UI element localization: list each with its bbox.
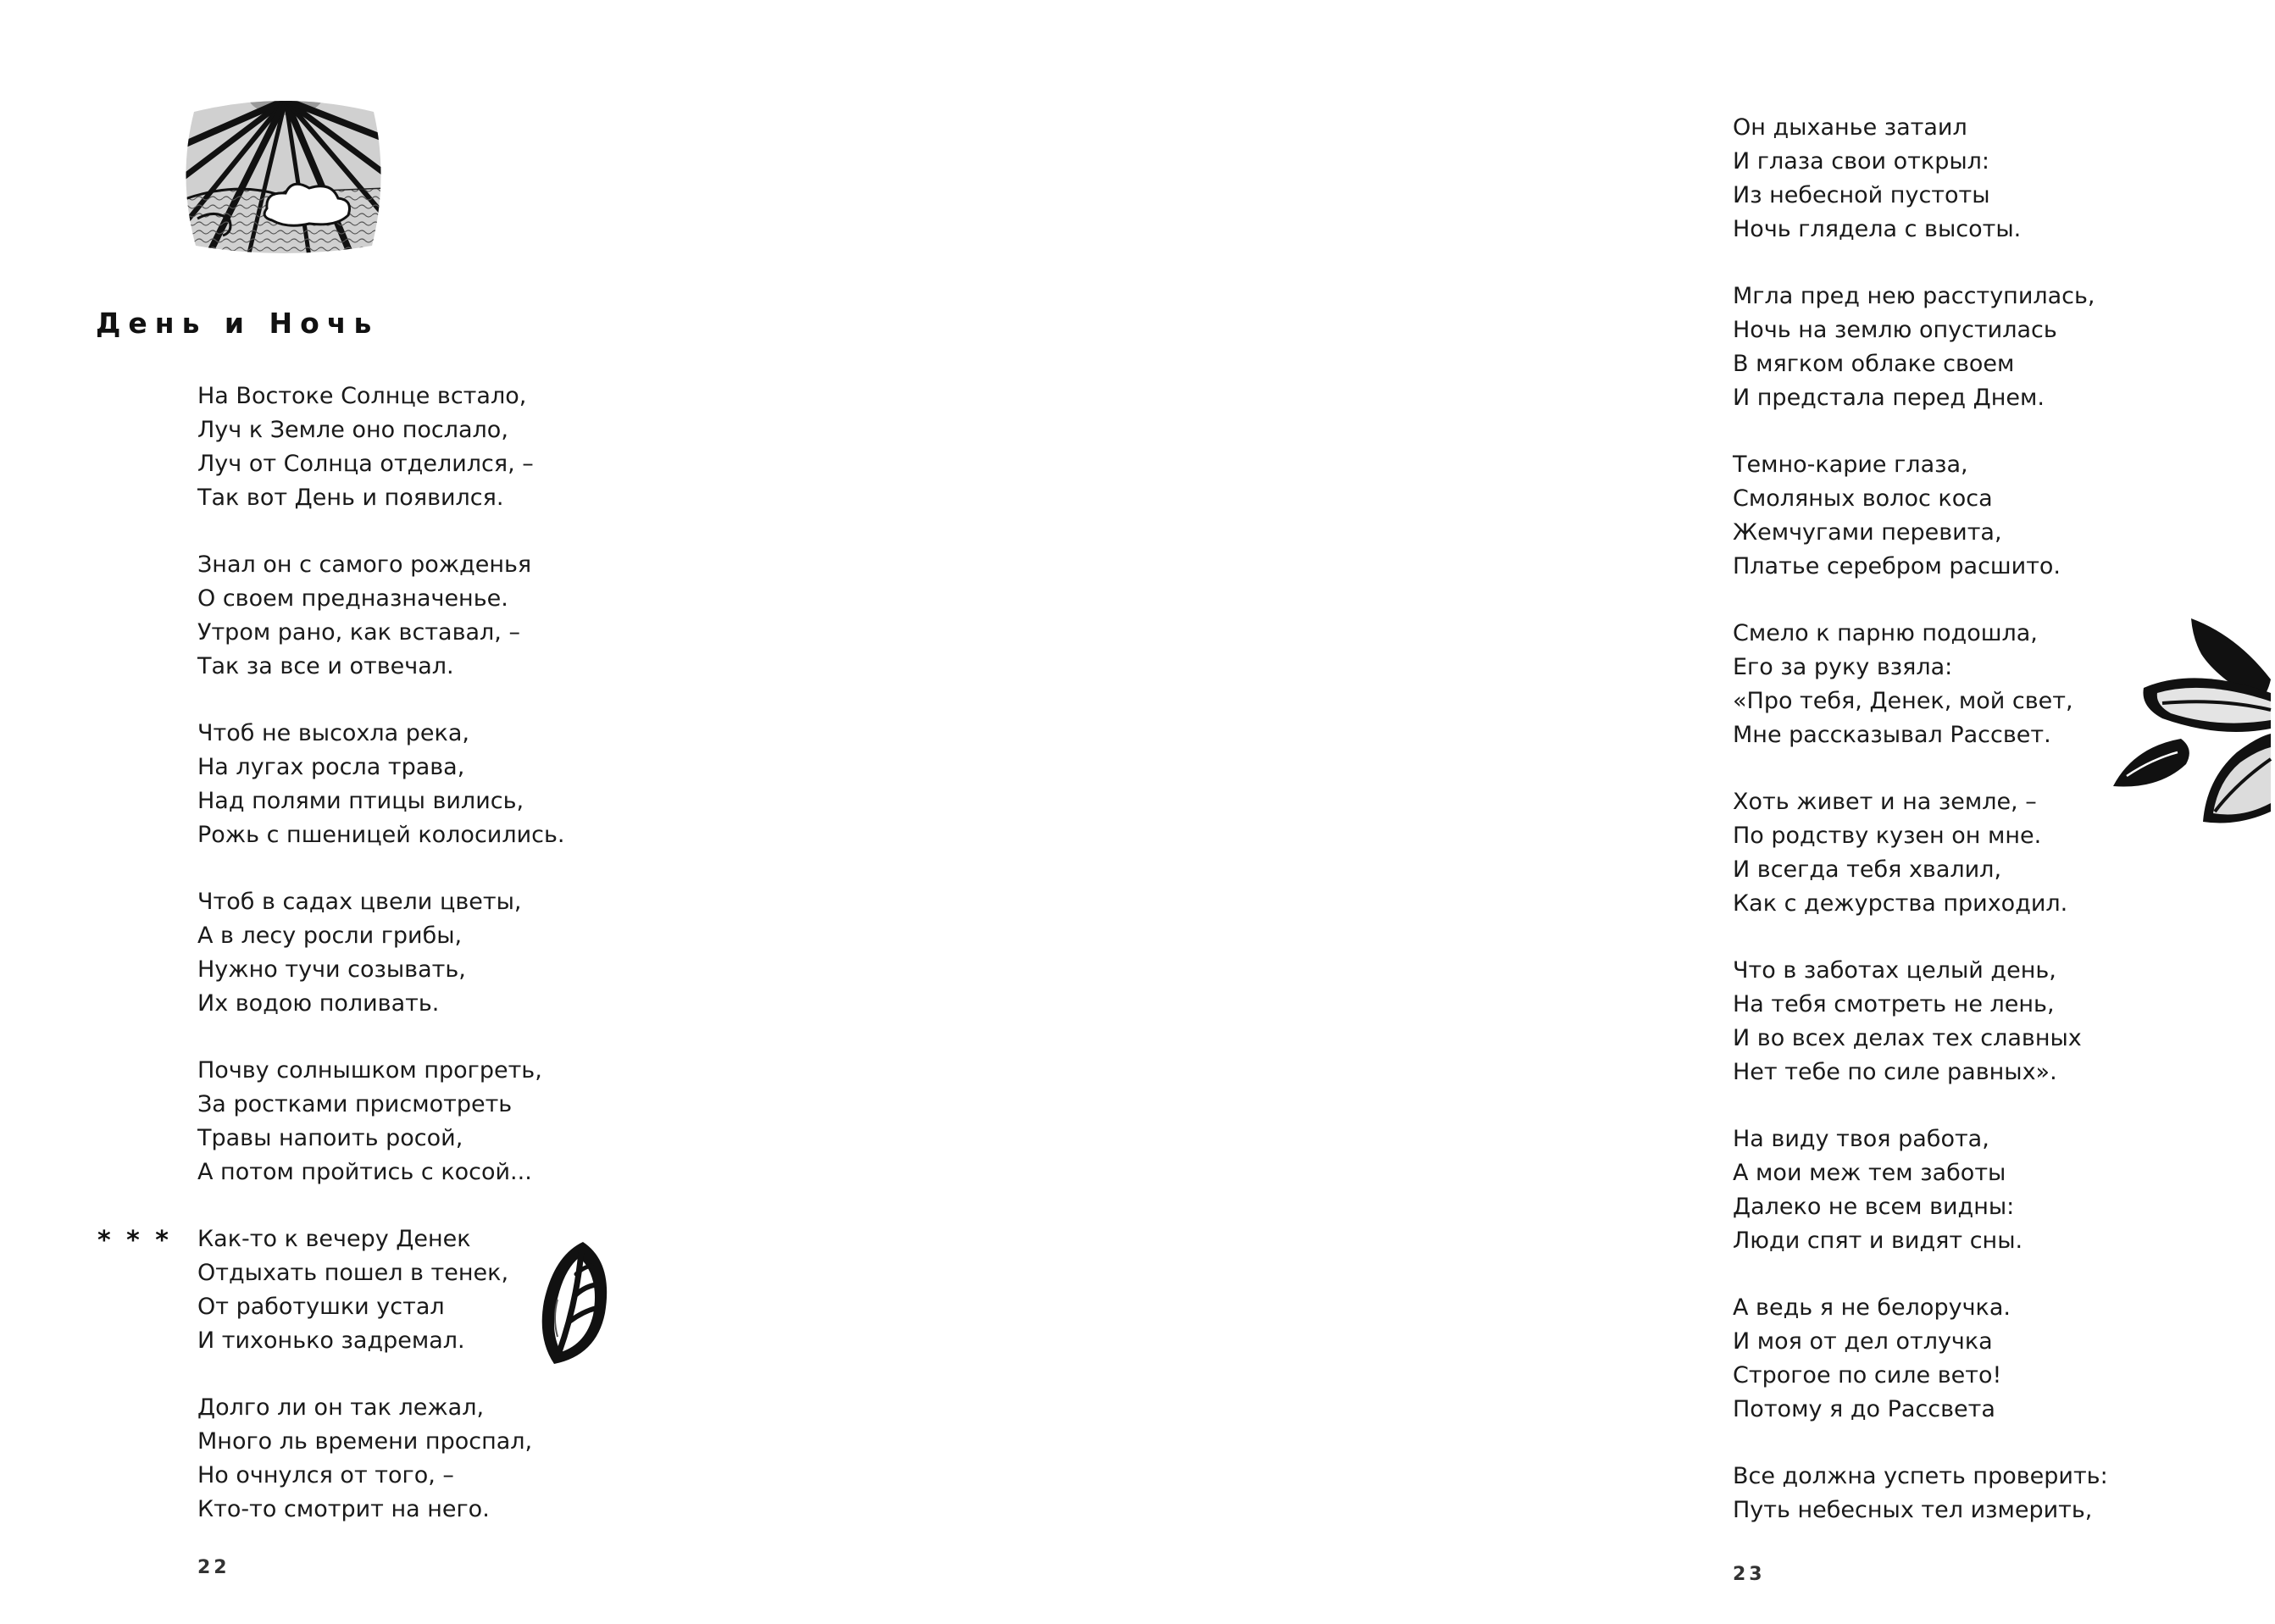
poem-line: А потом пройтись с косой... bbox=[197, 1159, 532, 1185]
poem-line: В мягком облаке своем bbox=[1733, 351, 2015, 377]
page-number: 22 bbox=[197, 1557, 230, 1578]
stanza bbox=[197, 1391, 564, 1527]
poem-line: Хоть живет и на земле, – bbox=[1733, 789, 2037, 815]
poem-line: Как с дежурства приходил. bbox=[1733, 890, 2068, 917]
poem-title: День и Ночь bbox=[96, 307, 380, 340]
poem-line: Смело к парню подошла, bbox=[1733, 620, 2038, 646]
poem-line: За ростками присмотреть bbox=[197, 1091, 513, 1117]
poem-line: Путь небесных тел измерить, bbox=[1733, 1497, 2093, 1523]
stanza bbox=[1733, 617, 2108, 752]
poem-line: Кто-то смотрит на него. bbox=[197, 1496, 490, 1522]
poem-line: Мне рассказывал Рассвет. bbox=[1733, 722, 2051, 748]
poem-line: Но очнулся от того, – bbox=[197, 1462, 454, 1488]
poem-line: Так за все и отвечал. bbox=[197, 653, 454, 679]
poem-line: Как-то к вечеру Денек bbox=[197, 1226, 471, 1252]
poem-line: Нет тебе по силе равных». bbox=[1733, 1059, 2057, 1085]
poem-line: Далеко не всем видны: bbox=[1733, 1194, 2015, 1220]
poem-text-right bbox=[1733, 111, 2108, 1560]
stanza bbox=[1733, 1122, 2108, 1258]
poem-line: Почву солнышком прогреть, bbox=[197, 1057, 542, 1084]
poem-line: Луч от Солнца отделился, – bbox=[197, 451, 534, 477]
poem-text-left bbox=[97, 380, 565, 1560]
poem-line: Его за руку взяла: bbox=[1733, 654, 1953, 680]
stanza bbox=[1733, 1291, 2108, 1427]
poem-line: Люди спят и видят сны. bbox=[1733, 1228, 2023, 1254]
poem-line: Чтоб в садах цвели цветы, bbox=[197, 889, 522, 915]
poem-line: И моя от дел отлучка bbox=[1733, 1328, 1993, 1355]
poem-line: От работушки устал bbox=[197, 1294, 445, 1320]
stanza bbox=[1733, 785, 2108, 921]
page-number: 23 bbox=[1733, 1564, 1766, 1585]
stanza bbox=[1733, 280, 2108, 415]
stanza bbox=[1733, 1460, 2108, 1527]
poem-line: Травы напоить росой, bbox=[197, 1125, 463, 1151]
poem-line: А ведь я не белоручка. bbox=[1733, 1294, 2011, 1321]
poem-line: Рожь с пшеницей колосились. bbox=[197, 822, 565, 848]
stanza bbox=[197, 380, 564, 515]
poem-line: Что в заботах целый день, bbox=[1733, 957, 2056, 984]
stanza bbox=[97, 1222, 564, 1358]
poem-line: А в лесу росли грибы, bbox=[197, 923, 463, 949]
stanza bbox=[197, 717, 564, 852]
poem-line: И предстала перед Днем. bbox=[1733, 385, 2045, 411]
poem-line: Отдыхать пошел в тенек, bbox=[197, 1260, 509, 1286]
poem-line: Чтоб не высохла река, bbox=[197, 720, 469, 746]
poem-line: Утром рано, как вставал, – bbox=[197, 619, 520, 646]
poem-line: И всегда тебя хвалил, bbox=[1733, 856, 2002, 883]
poem-line: Их водою поливать. bbox=[197, 990, 440, 1017]
stanza bbox=[1733, 448, 2108, 584]
poem-line: Ночь на землю опустилась bbox=[1733, 317, 2057, 343]
left-page bbox=[0, 0, 847, 1624]
leaves-illustration bbox=[2110, 610, 2275, 826]
poem-line: Все должна успеть проверить: bbox=[1733, 1463, 2108, 1489]
poem-line: И глаза свои открыл: bbox=[1733, 148, 1990, 175]
poem-line: Мгла пред нею расступилась, bbox=[1733, 283, 2095, 309]
stanza bbox=[1733, 954, 2108, 1089]
poem-line: На Востоке Солнце встало, bbox=[197, 383, 527, 409]
poem-line: Темно-карие глаза, bbox=[1733, 452, 1968, 478]
poem-line: На тебя смотреть не лень, bbox=[1733, 991, 2055, 1017]
stanza bbox=[1733, 111, 2108, 247]
poem-line: Так вот День и появился. bbox=[197, 485, 504, 511]
poem-line: Много ль времени проспал, bbox=[197, 1428, 533, 1455]
poem-line: Ночь глядела с высоты. bbox=[1733, 216, 2022, 242]
poem-line: На лугах росла трава, bbox=[197, 754, 465, 780]
stanza bbox=[197, 548, 564, 684]
poem-line: На виду твоя работа, bbox=[1733, 1126, 1989, 1152]
poem-line: «Про тебя, Денек, мой свет, bbox=[1733, 688, 2073, 714]
poem-line: Потому я до Рассвета bbox=[1733, 1396, 1995, 1422]
section-mark: * * * bbox=[97, 1226, 172, 1255]
leaf-illustration bbox=[532, 1237, 613, 1368]
poem-line: А мои меж тем заботы bbox=[1733, 1160, 2006, 1186]
poem-line: Он дыханье затаил bbox=[1733, 114, 1967, 141]
poem-line: Над полями птицы вились, bbox=[197, 788, 524, 814]
poem-line: По родству кузен он мне. bbox=[1733, 823, 2042, 849]
poem-line: Смоляных волос коса bbox=[1733, 485, 1993, 512]
poem-line: Строгое по силе вето! bbox=[1733, 1362, 2002, 1388]
stanza bbox=[197, 885, 564, 1021]
sun-rays-over-clouds-illustration bbox=[182, 100, 386, 257]
poem-line: Жемчугами перевита, bbox=[1733, 519, 2002, 546]
poem-line: Нужно тучи созывать, bbox=[197, 956, 466, 983]
poem-line: Из небесной пустоты bbox=[1733, 182, 1990, 208]
poem-line: И тихонько задремал. bbox=[197, 1327, 465, 1354]
poem-line: О своем предназначенье. bbox=[197, 585, 508, 612]
poem-line: И во всех делах тех славных bbox=[1733, 1025, 2082, 1051]
stanza bbox=[197, 1054, 564, 1189]
poem-line: Долго ли он так лежал, bbox=[197, 1394, 485, 1421]
poem-line: Платье серебром расшито. bbox=[1733, 553, 2061, 579]
poem-line: Знал он с самого рожденья bbox=[197, 551, 532, 578]
poem-line: Луч к Земле оно послало, bbox=[197, 417, 508, 443]
right-page bbox=[847, 0, 2108, 1624]
